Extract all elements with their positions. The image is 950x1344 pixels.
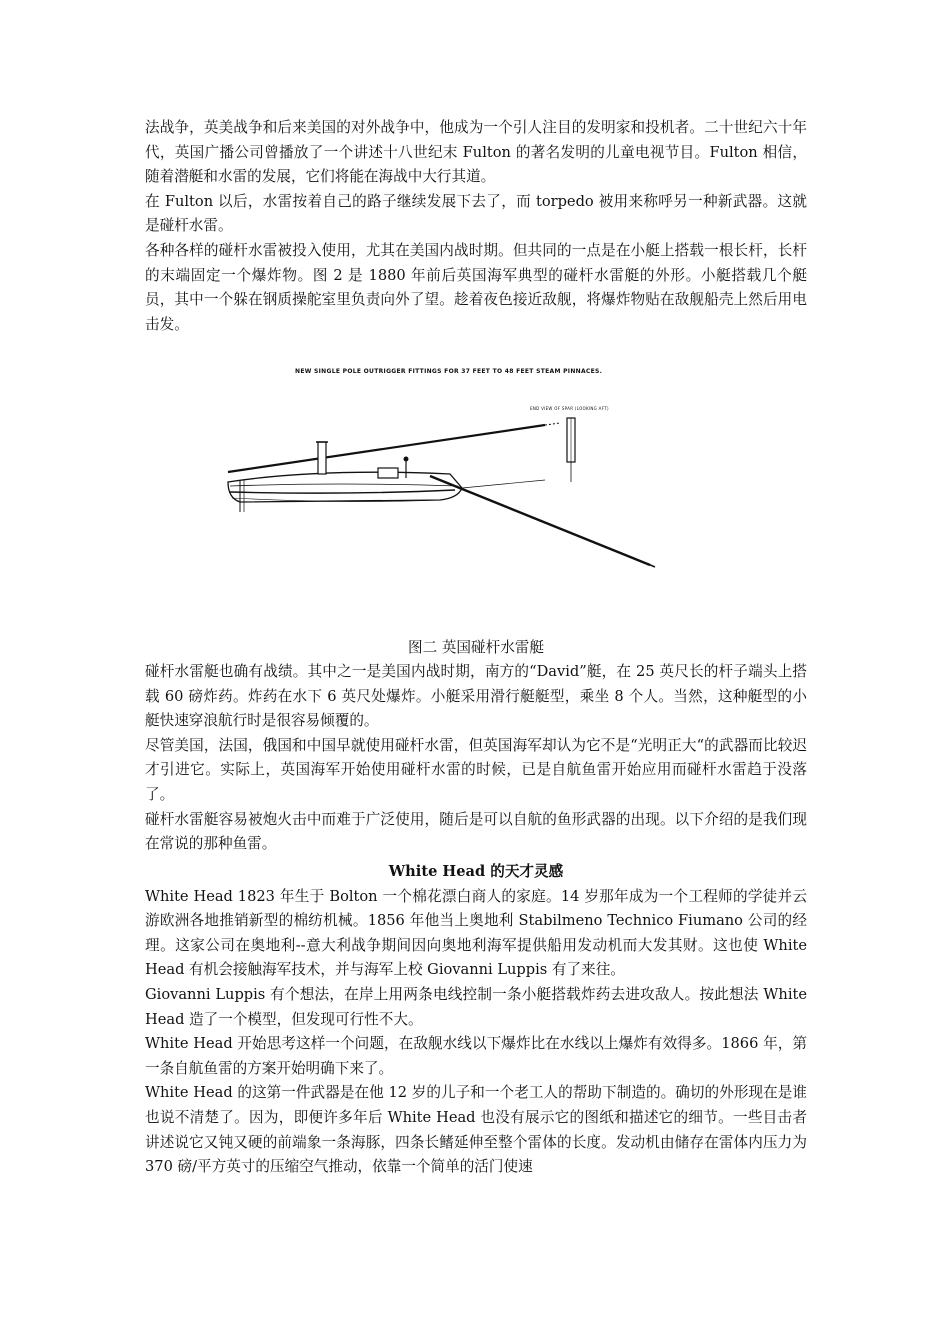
paragraph: 在 Fulton 以后，水雷按着自己的路子继续发展下去了，而 torpedo 被用来称呼另一种新武器。这就是碰杆水雷。 <box>145 192 807 235</box>
paragraph: White Head 开始思考这样一个问题，在敌舰水线以下爆炸比在水线以上爆炸有效得多。1866 年，第一条自航鱼雷的方案开始明确下来了。 <box>145 1035 807 1077</box>
section-heading: White Head 的天才灵感 <box>388 863 564 880</box>
paragraph: White Head 1823 年生于 Bolton 一个棉花漂白商人的家庭。14 岁那年成为一个工程师的学徒并云游欧洲各地推销新型的棉纺机械。1856 年他当上奥地利 Stabilmeno Technico Fiumano 公司的经理。这家公司在奥地利--意大利战争期间因向奥地利海军提供船用发动机而大发其财。这也使 White Head 有机会接触海军技术，并与海军上校 Giovanni Luppis 有了来往。 <box>145 887 807 979</box>
text-block-whitehead <box>145 860 807 1180</box>
boat-drawing <box>200 350 660 620</box>
paragraph: 各种各样的碰杆水雷被投入使用，尤其在美国内战时期。但共同的一点是在小艇上搭载一根长杆，长杆的末端固定一个爆炸物。图 2 是 1880 年前后英国海军典型的碰杆水雷艇的外形。小艇搭载几个艇员，其中一个躲在钢质操舵室里负责向外了望。趁着夜色接近敌舰，将爆炸物贴在敌舰船壳上然后用电击发。 <box>145 241 807 333</box>
paragraph: 法战争，英美战争和后来美国的对外战争中，他成为一个引人注目的发明家和投机者。二十世纪六十年代，英国广播公司曾播放了一个讲述十八世纪末 Fulton 的著名发明的儿童电视节目。Fulton 相信，随着潜艇和水雷的发展，它们将能在海战中大行其道。 <box>145 119 807 186</box>
figure-title: NEW SINGLE POLE OUTRIGGER FITTINGS FOR 37 FEET TO 48 FEET STEAM PINNACES. <box>295 368 603 375</box>
figure-end-view-label: END VIEW OF SPAR (LOOKING AFT) <box>530 406 609 411</box>
text-block-spar-boats <box>145 660 807 857</box>
spar-torpedo-boat-figure <box>200 350 660 620</box>
figure-caption: 图二 英国碰杆水雷艇 <box>408 639 544 656</box>
paragraph: White Head 的这第一件武器是在他 12 岁的儿子和一个老工人的帮助下制造的。确切的外形现在是谁也说不清楚了。因为，即便许多年后 White Head 也没有展示它的图纸和描述它的细节。一些目击者讲述说它又钝又硬的前端象一条海豚，四条长鳍延伸至整个雷体的长度。发动机由储存在雷体内压力为 370 磅/平方英寸的压缩空气推动，依靠一个简单的活门使速 <box>145 1084 807 1176</box>
text-block-intro <box>145 116 807 337</box>
paragraph: Giovanni Luppis 有个想法，在岸上用两条电线控制一条小艇搭载炸药去进攻敌人。按此想法 White Head 造了一个模型，但发现可行性不大。 <box>145 985 807 1028</box>
paragraph: 碰杆水雷艇也确有战绩。其中之一是美国内战时期，南方的“David”艇，在 25 英尺长的杆子端头上搭载 60 磅炸药。炸药在水下 6 英尺处爆炸。小艇采用滑行艇艇型，乘坐 8 个人。当然，这种艇型的小艇快速穿浪航行时是很容易倾覆的。 <box>145 663 807 730</box>
paragraph: 尽管美国，法国，俄国和中国早就使用碰杆水雷，但英国海军却认为它不是“光明正大“的武器而比较迟才引进它。实际上，英国海军开始使用碰杆水雷的时候，已是自航鱼雷开始应用而碰杆水雷趋于没落了。 <box>145 736 807 803</box>
paragraph: 碰杆水雷艇容易被炮火击中而难于广泛使用，随后是可以自航的鱼形武器的出现。以下介绍的是我们现在常说的那种鱼雷。 <box>145 810 807 853</box>
